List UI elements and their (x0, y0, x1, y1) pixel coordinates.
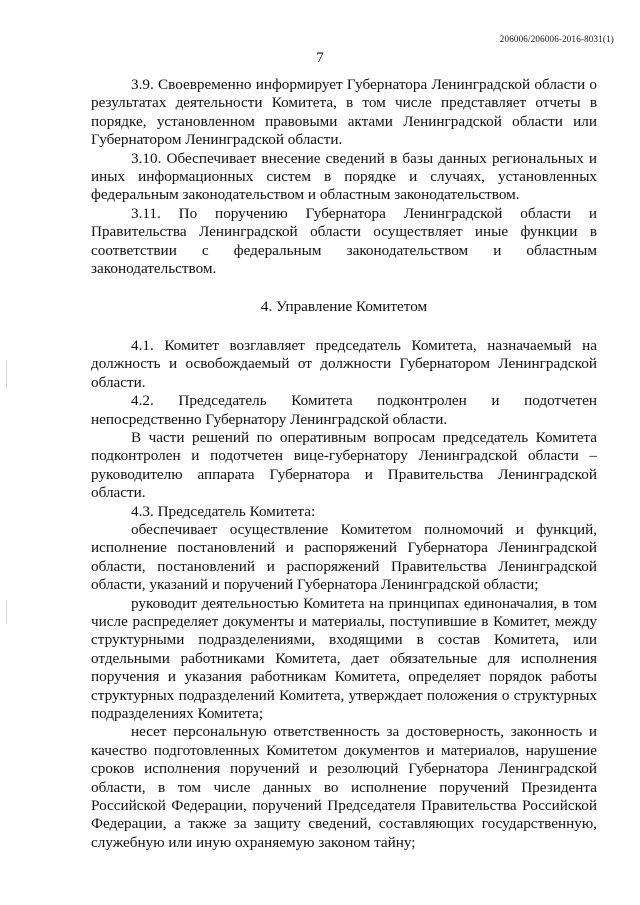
scan-edge-mark (6, 360, 7, 388)
paragraph-3-11: 3.11. По поручению Губернатора Ленинградской области и Правительства Ленинградской области осуществляет иные функции в соответствии с федеральным законодательством и областным законодательством. (91, 204, 597, 278)
paragraph-4-3: 4.3. Председатель Комитета: (131, 502, 316, 520)
paragraph-3-10: 3.10. Обеспечивает внесение сведений в базы данных региональных и иных информационных систем в порядке и случаях, установленных федеральным законодательством и областным законодательством. (91, 149, 597, 204)
paragraph-4-3-duty-2: руководит деятельностью Комитета на принципах единоначалия, в том числе распределяет документы и материалы, поступившие в Комитет, между структурными подразделениями, входящими в состав Комитета, или отдельными работниками Комитета, дает обязательные для исполнения поручения и указания работникам Комитета, определяет порядок работы структурных подразделений Комитета, утверждает положения о структурных подразделениях Комитета; (91, 594, 597, 722)
paragraph-4-3-duty-3: несет персональную ответственность за достоверность, законность и качество подготовленных Комитетом документов и материалов, нарушение сроков исполнения поручений и резолюций Губернатора Ленинградской области, в том числе данных во исполнение поручений Президента Российской Федерации, поручений Председателя Правительства Российской Федерации, а также за защиту сведений, составляющих государственную, служебную или иную охраняемую законом тайну; (91, 723, 597, 851)
document-code: 206006/206006-2016-8031(1) (499, 34, 614, 44)
document-body (91, 76, 597, 852)
section-4-heading: 4. Управление Комитетом (260, 298, 428, 316)
paragraph-4-3-duty-1: обеспечивает осуществление Комитетом полномочий и функций, исполнение постановлений и распоряжений Губернатора Ленинградской области, постановлений и распоряжений Правительства Ленинградской области, указаний и поручений Губернатора Ленинградской области; (91, 520, 597, 594)
paragraph-4-2: 4.2. Председатель Комитета подконтролен и подотчетен непосредственно Губернатору Ленинградской области. (91, 392, 597, 428)
paragraph-3-9: 3.9. Своевременно информирует Губернатора Ленинградской области о результатах деятельности Комитета, в том числе представляет отчеты в порядке, установленном правовыми актами Ленинградской области или Губернатором Ленинградской области. (91, 76, 597, 149)
paragraph-4-2-operational: В части решений по оперативным вопросам председатель Комитета подконтролен и подотчетен вице-губернатору Ленинградской области – руководителю аппарата Губернатора и Правительства Ленинградской области. (91, 428, 597, 502)
page-number: 7 (316, 50, 324, 66)
scan-edge-mark (6, 600, 7, 624)
paragraph-4-1: 4.1. Комитет возглавляет председатель Комитета, назначаемый на должность и освобождаемый от должности Губернатором Ленинградской области. (91, 336, 597, 391)
